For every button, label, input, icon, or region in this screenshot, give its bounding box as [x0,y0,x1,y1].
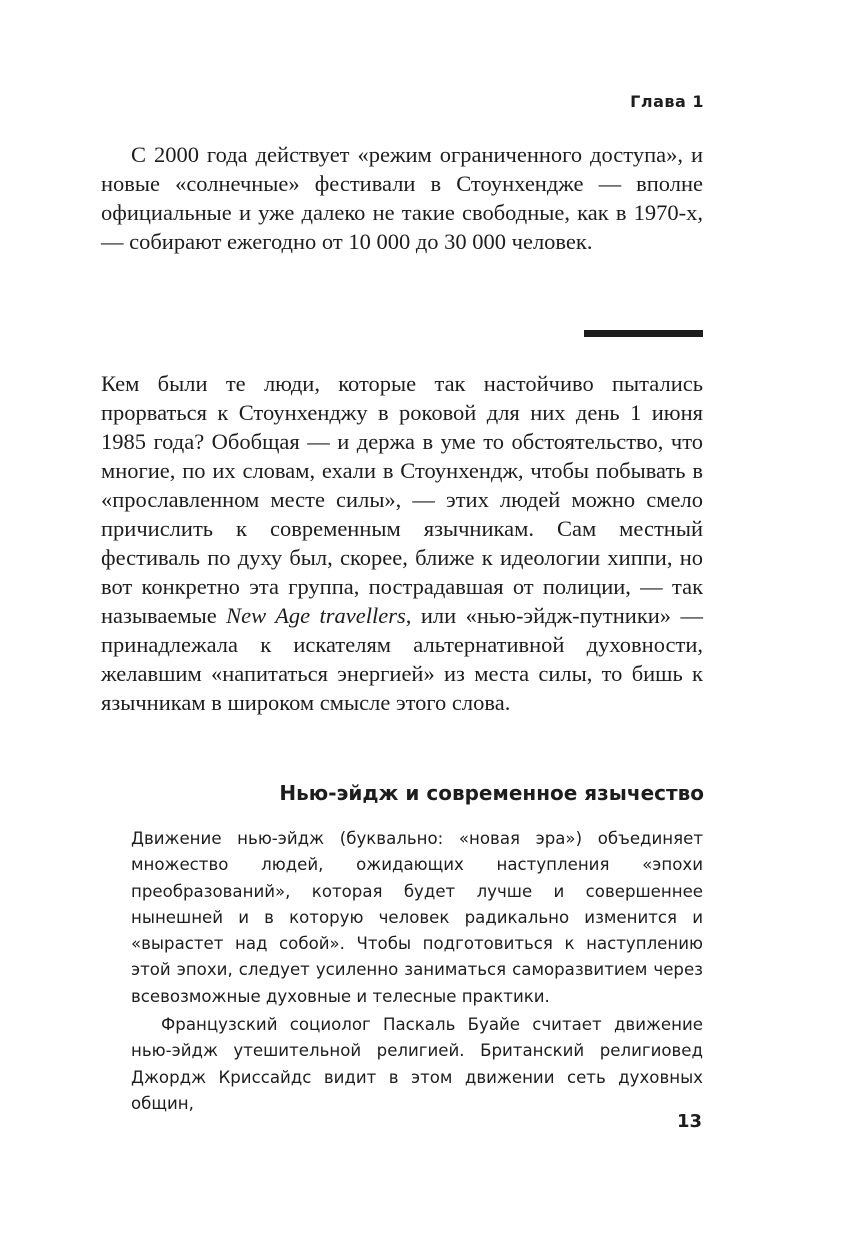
section-divider [584,330,703,337]
sidebar-paragraph-1: Движение нью-эйдж (буквально: «новая эра») объединяет множество людей, ожидающих наступления «эпохи преобразований», которая будет лучше и совершеннее нынешней и в которую человек радикально изменится и «вырастет над собой». Чтобы подготовиться к наступлению этой эпохи, следует усиленно заниматься саморазвитием через всевозможные духовные и телесные практики. [131,829,703,1006]
paragraph-2-text-start: Кем были те люди, которые так настойчиво пытались прорваться к Стоунхенджу в роковой для них день 1 июня 1985 года? Обобщая — и держа в уме то обстоятельство, что многие, по их словам, ехали в Стоунхендж, чтобы побывать в «прославленном месте силы», — этих людей можно смело причислить к современным язычникам. Сам местный фестиваль по духу был, скорее, ближе к идеологии хиппи, но вот конкретно эта группа, пострадавшая от полиции, — так называемые [101,371,703,628]
page-number: 13 [676,1111,702,1132]
running-header: Глава 1 [630,92,704,111]
paragraph-2-italic-term: New Age travellers [226,603,406,628]
paragraph-2-text-end: , или «нью-эйдж-путники» — принадлежала к искателям альтернативной духовности, желавшим «напитаться энергией» из места силы, то бишь к язычникам в широком смысле этого слова. [101,603,703,715]
sidebar-heading: Нью-эйдж и современное язычество [279,781,704,805]
paragraph-2 [101,369,703,717]
paragraph-1: С 2000 года действует «режим ограниченного доступа», и новые «солнечные» фестивали в Стоунхендже — вполне официальные и уже далеко не такие свободные, как в 1970-х, — собирают ежегодно от 10 000 до 30 000 человек. [101,142,703,254]
sidebar-paragraph-2: Французский социолог Паскаль Буайе считает движение нью-эйдж утешительной религией. Британский религиовед Джордж Криссайдс видит в этом движении сеть духовных общин, [131,1015,703,1113]
sidebar-box [131,826,703,1117]
